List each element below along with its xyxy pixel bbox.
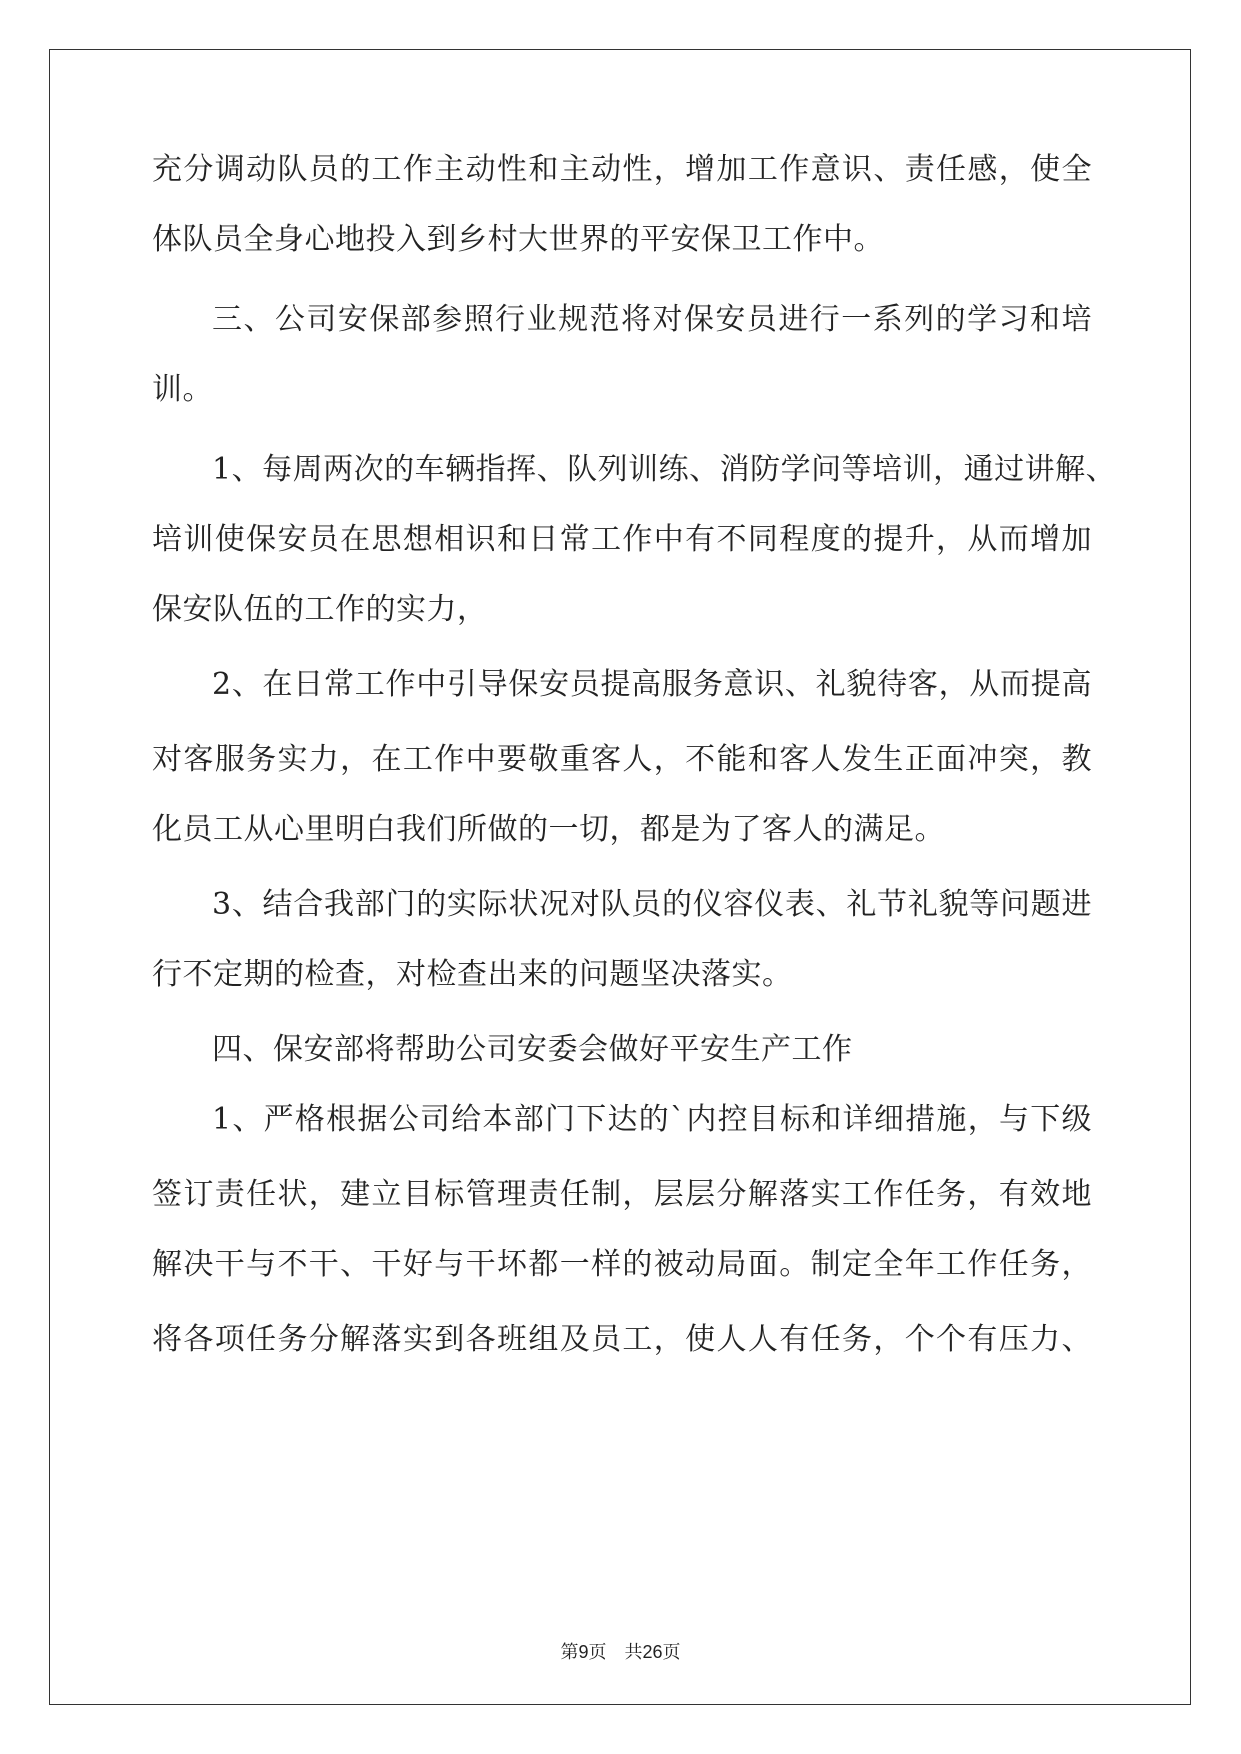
text-line: 行不定期的检查，对检查出来的问题坚决落实。 — [152, 957, 793, 992]
text-line: 3、结合我部门的实际状况对队员的仪容仪表、礼节礼貌等问题进 — [212, 887, 1092, 922]
text-line: 培训使保安员在思想相识和日常工作中有不同程度的提升，从而增加 — [152, 522, 1092, 557]
text-line: 解决干与不干、干好与干坏都一样的被动局面。制定全年工作任务， — [152, 1247, 1092, 1282]
text-line: 1、严格根据公司给本部门下达的`内控目标和详细措施，与下级 — [212, 1102, 1092, 1137]
page-border — [49, 49, 1191, 1705]
text-line: 体队员全身心地投入到乡村大世界的平安保卫工作中。 — [152, 222, 884, 257]
text-line: 化员工从心里明白我们所做的一切，都是为了客人的满足。 — [152, 812, 945, 847]
text-line: 2、在日常工作中引导保安员提高服务意识、礼貌待客，从而提高 — [212, 667, 1092, 702]
footer-prefix: 第 — [560, 1642, 579, 1662]
page-footer — [0, 1640, 1241, 1664]
text-line: 训。 — [152, 372, 213, 407]
footer-page-suffix: 页 — [588, 1642, 607, 1662]
section-heading: 四、保安部将帮助公司安委会做好平安生产工作 — [212, 1032, 853, 1067]
footer-total-pages: 26 — [642, 1642, 663, 1662]
text-line: 保安队伍的工作的实力， — [152, 592, 488, 627]
footer-total-prefix: 共 — [624, 1642, 643, 1662]
text-line: 三、公司安保部参照行业规范将对保安员进行一系列的学习和培 — [212, 302, 1092, 337]
text-line: 将各项任务分解落实到各班组及员工，使人人有任务，个个有压力、 — [152, 1322, 1092, 1357]
text-line: 充分调动队员的工作主动性和主动性，增加工作意识、责任感，使全 — [152, 152, 1092, 187]
text-line: 1、每周两次的车辆指挥、队列训练、消防学问等培训，通过讲解、 — [212, 452, 1117, 487]
text-line: 签订责任状，建立目标管理责任制，层层分解落实工作任务，有效地 — [152, 1177, 1092, 1212]
footer-page-number: 9 — [578, 1642, 589, 1662]
footer-total-suffix: 页 — [662, 1642, 681, 1662]
text-line: 对客服务实力，在工作中要敬重客人，不能和客人发生正面冲突，教 — [152, 742, 1092, 777]
